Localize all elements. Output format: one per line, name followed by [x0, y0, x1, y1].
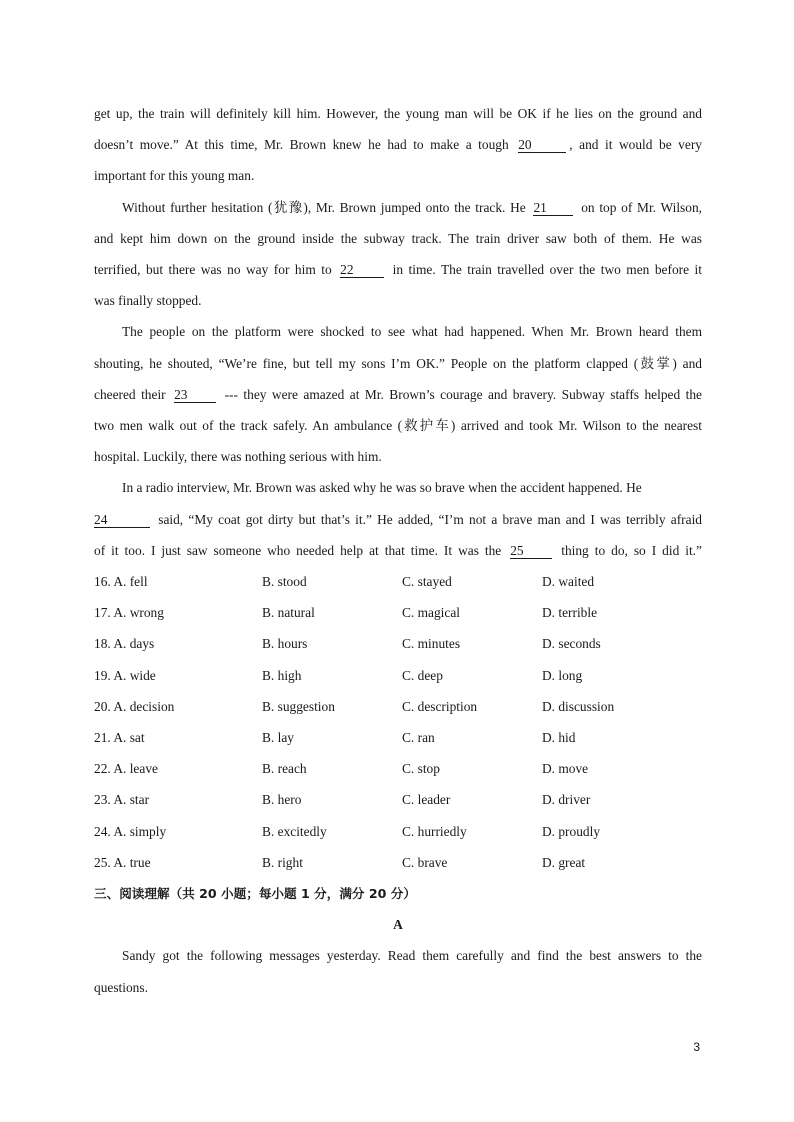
option-d: D. discussion: [542, 698, 615, 714]
option-b: B. hours: [262, 636, 308, 652]
section-intro: Sandy got the following messages yesterday. Read them carefully and find the best answers to the: [122, 948, 702, 964]
passage-line: and kept him down on the ground inside the subway track. The train driver saw both of them. He was: [94, 230, 702, 246]
option-b: B. right: [262, 854, 303, 870]
option-row: [94, 660, 702, 691]
page-body: [94, 98, 702, 1003]
option-a: 21. A. sat: [94, 730, 145, 746]
section-intro: questions.: [94, 979, 148, 995]
option-d: D. hid: [542, 730, 576, 746]
passage-line: The people on the platform were shocked to see what had happened. When Mr. Brown heard them: [122, 324, 702, 340]
option-d: D. driver: [542, 792, 591, 808]
answer-options: [94, 566, 702, 878]
option-c: C. brave: [402, 854, 448, 870]
option-b: B. stood: [262, 574, 307, 590]
option-b: B. reach: [262, 761, 307, 777]
option-row: [94, 784, 702, 815]
passage-line: important for this young man.: [94, 168, 255, 184]
option-b: B. lay: [262, 730, 294, 746]
option-a: 17. A. wrong: [94, 605, 164, 621]
blank-22: 22: [340, 263, 384, 278]
option-c: C. minutes: [402, 636, 461, 652]
blank-25: 25: [510, 544, 552, 559]
option-d: D. seconds: [542, 636, 601, 652]
option-a: 25. A. true: [94, 854, 151, 870]
blank-23: 23: [174, 388, 216, 403]
option-d: D. great: [542, 854, 586, 870]
option-d: D. proudly: [542, 823, 601, 839]
option-row: [94, 816, 702, 847]
passage-line: cheered their 23 --- they were amazed at Mr. Brown’s courage and bravery. Subway staffs helped the: [94, 386, 702, 402]
passage-line: doesn’t move.” At this time, Mr. Brown knew he had to make a tough 20 , and it would be very: [94, 137, 702, 153]
blank-24: 24: [94, 513, 150, 528]
passage-line: shouting, he shouted, “We’re fine, but tell my sons I’m OK.” People on the platform clapped (鼓掌) and: [94, 355, 702, 371]
option-c: C. magical: [402, 605, 461, 621]
passage-line: get up, the train will definitely kill him. However, the young man will be OK if he lies on the ground and: [94, 106, 702, 121]
option-b: B. high: [262, 667, 302, 683]
option-row: [94, 597, 702, 628]
option-row: [94, 566, 702, 597]
option-a: 16. A. fell: [94, 574, 148, 590]
option-row: [94, 753, 702, 784]
option-d: D. long: [542, 667, 583, 683]
option-b: B. natural: [262, 605, 315, 621]
page-number: 3: [693, 1040, 700, 1054]
option-a: 24. A. simply: [94, 823, 167, 839]
option-c: C. ran: [402, 730, 435, 746]
option-c: C. description: [402, 698, 478, 714]
section-heading: 三、阅读理解（共 20 小题；每小题 1 分，满分 20 分）: [94, 886, 416, 902]
option-a: 22. A. leave: [94, 761, 158, 777]
option-row: [94, 722, 702, 753]
passage-line: two men walk out of the track safely. An ambulance (救护车) arrived and took Mr. Wilson to the nearest: [94, 418, 702, 434]
passage-line: In a radio interview, Mr. Brown was asked why he was so brave when the accident happened. He: [122, 480, 642, 496]
option-a: 18. A. days: [94, 636, 155, 652]
option-a: 19. A. wide: [94, 667, 156, 683]
blank-20: 20: [518, 138, 566, 153]
option-b: B. hero: [262, 792, 302, 808]
option-c: C. stop: [402, 761, 440, 777]
passage-line: was finally stopped.: [94, 293, 202, 309]
option-d: D. waited: [542, 574, 595, 590]
option-d: D. move: [542, 761, 589, 777]
passage-line: Without further hesitation (犹豫), Mr. Brown jumped onto the track. He 21 on top of Mr. Wilson,: [122, 199, 702, 215]
option-c: C. leader: [402, 792, 451, 808]
option-d: D. terrible: [542, 605, 598, 621]
option-c: C. hurriedly: [402, 823, 467, 839]
option-c: C. deep: [402, 667, 443, 683]
option-a: 23. A. star: [94, 792, 150, 808]
option-row: [94, 847, 702, 878]
passage-line: terrified, but there was no way for him to 22 in time. The train travelled over the two men before it: [94, 262, 702, 278]
part-label: A: [393, 917, 403, 933]
blank-21: 21: [533, 201, 573, 216]
option-b: B. suggestion: [262, 698, 335, 714]
option-row: [94, 628, 702, 659]
passage-line: hospital. Luckily, there was nothing serious with him.: [94, 449, 382, 465]
passage-line: of it too. I just saw someone who needed help at that time. It was the 25 thing to do, so I did it.”: [94, 542, 702, 558]
option-a: 20. A. decision: [94, 698, 175, 714]
option-row: [94, 691, 702, 722]
option-c: C. stayed: [402, 574, 452, 590]
option-b: B. excitedly: [262, 823, 327, 839]
passage-line: 24 said, “My coat got dirty but that’s it.” He added, “I’m not a brave man and I was terribly afraid: [94, 511, 702, 527]
